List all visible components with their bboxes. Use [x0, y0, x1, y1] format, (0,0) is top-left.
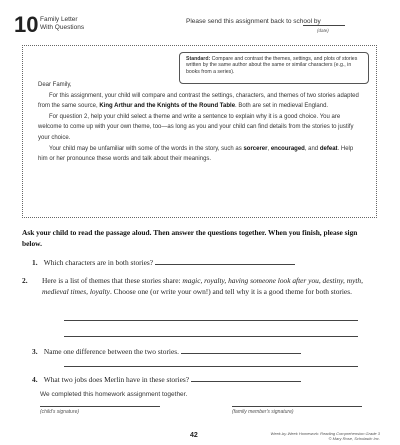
source-title: King Arthur and the Knights of the Round Table	[99, 103, 236, 110]
letter-paragraph-2: For question 2, help your child select a theme and write a sentence to explain why it is a good choice. You are welcome to come up with your own theme, too—as long as you and your child can find details from the stories to justify your choice.	[38, 113, 354, 141]
header-title-line1: Family Letter	[40, 16, 78, 23]
letter-greeting: Dear Family,	[38, 82, 72, 88]
header-title	[40, 16, 100, 32]
letter-paragraph-1	[38, 91, 360, 112]
question-3-text: Name one difference between the two stories.	[43, 347, 179, 356]
question-4	[32, 374, 372, 386]
letter-p1-end: . Both are set in medieval England.	[235, 103, 329, 110]
question-4-text: What two jobs does Merlin have in these stories?	[43, 375, 190, 384]
question-4-number: 4.	[32, 375, 38, 384]
question-1	[32, 257, 372, 269]
question-1-text: Which characters are in both stories?	[43, 258, 154, 267]
question-3-number: 3.	[32, 347, 38, 356]
send-back-text: Please send this assignment back to school by	[186, 18, 321, 25]
footer-credit	[271, 431, 380, 441]
question-3-answer-line-2[interactable]	[64, 366, 358, 367]
question-2-number: 2.	[22, 276, 28, 285]
page-header	[14, 14, 389, 38]
header-title-line2: With Questions	[40, 24, 85, 31]
vocab-word-encouraged: encouraged	[270, 145, 305, 152]
family-letter	[38, 80, 360, 165]
date-label: (date)	[317, 28, 329, 33]
letter-paragraph-3	[38, 144, 360, 165]
letter-p1-text: For this assignment, your child will compare and contrast the settings, characters, and themes of two stories adapted from the same source,	[38, 92, 359, 110]
vocab-word-sorcerer: sorcerer	[243, 145, 268, 152]
question-3-answer-line-1[interactable]	[181, 346, 301, 354]
instructions: Ask your child to read the passage aloud. Then answer the questions together. When you finish, please sign below.	[22, 228, 358, 248]
child-signature-label: (child's signature)	[40, 409, 80, 415]
question-2-text-a: Here is a list of themes that these stories share:	[42, 276, 181, 285]
family-signature-label: (family member's signature)	[232, 409, 294, 415]
question-2-answer-line-2[interactable]	[64, 336, 358, 337]
vocab-sep-1: ,	[267, 145, 270, 152]
standard-label: Standard:	[186, 56, 211, 62]
question-4-answer-line-1[interactable]	[191, 374, 301, 382]
completed-statement: We completed this homework assignment together.	[40, 391, 188, 398]
assignment-number: 10	[14, 12, 39, 37]
vocab-sep-2: , and	[304, 145, 319, 152]
footer-credit-line2: © Mary Rose, Scholastic Inc.	[328, 436, 380, 441]
question-2-text-b: . Choose one (or write your own!) and tell why it is a good theme for both stories.	[109, 286, 352, 296]
page-number: 42	[190, 432, 198, 439]
footer-credit-line1: Week-by-Week Homework: Reading Comprehension Grade 3	[270, 431, 380, 436]
date-field[interactable]	[303, 25, 345, 26]
question-3	[32, 346, 372, 358]
question-1-answer-line[interactable]	[155, 257, 295, 265]
question-1-number: 1.	[32, 258, 38, 267]
question-2-answer-line-1[interactable]	[64, 320, 358, 321]
question-2-themes: magic, royalty, having someone look after you, destiny, myth, medieval times, loyalty	[42, 276, 363, 296]
child-signature-line[interactable]	[40, 406, 160, 407]
family-signature-line[interactable]	[232, 406, 362, 407]
letter-p3-end: . Help him or her pronounce these words and talk about their meanings.	[38, 145, 354, 163]
standard-text: Compare and contrast the themes, settings, and plots of stories written by the same author about the same or similar characters (e.g., in books from a series).	[186, 56, 358, 75]
letter-p3-text: Your child may be unfamiliar with some of the words in the story, such as	[49, 145, 242, 152]
vocab-word-defeat: defeat	[319, 145, 338, 152]
question-2	[22, 276, 372, 297]
